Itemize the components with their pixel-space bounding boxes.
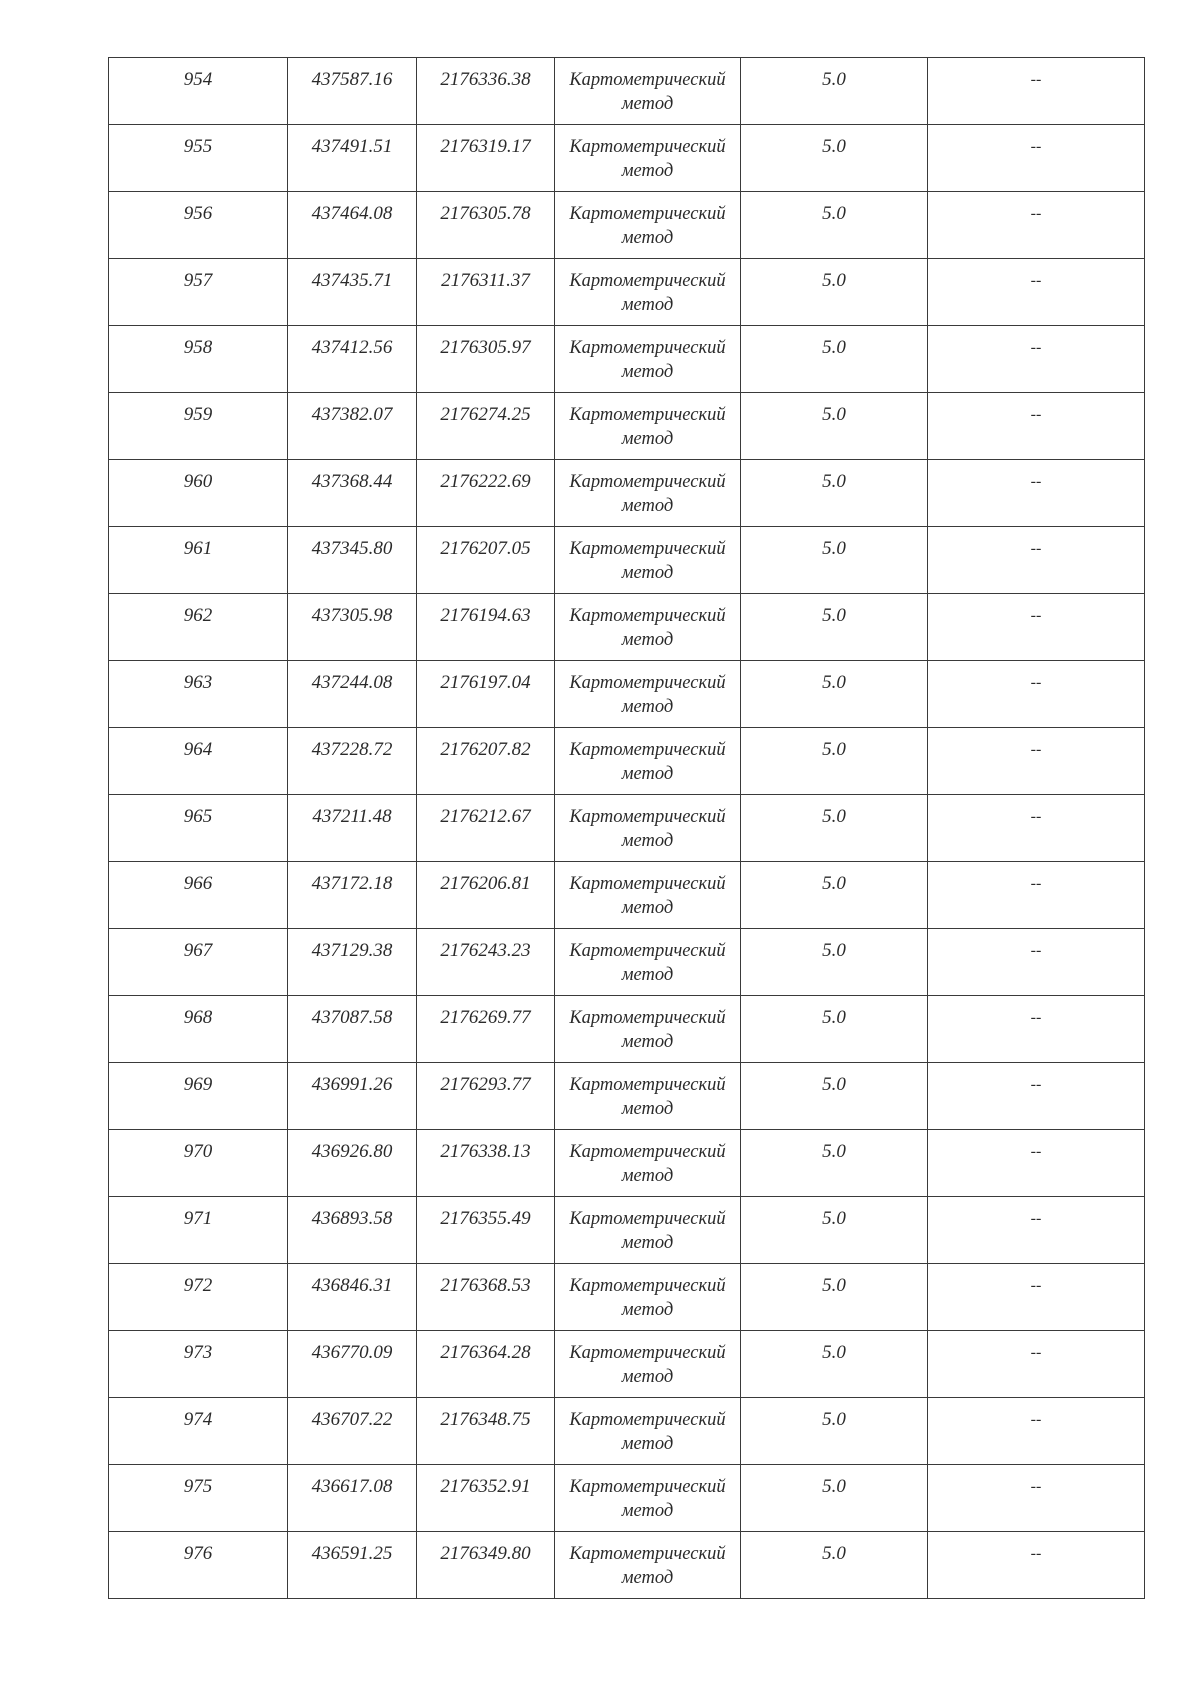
table-row bbox=[109, 594, 1145, 661]
accuracy: 5.0 bbox=[741, 1331, 928, 1398]
coord-y: 2176243.23 bbox=[417, 929, 555, 996]
method-cell bbox=[555, 1398, 741, 1465]
method-line-1: Картометрический bbox=[569, 941, 726, 961]
method-line-2: метод bbox=[621, 362, 674, 382]
method-line-2: метод bbox=[621, 697, 674, 717]
method-line-1: Картометрический bbox=[569, 673, 726, 693]
method-line-1: Картометрический bbox=[569, 338, 726, 358]
table-row bbox=[109, 393, 1145, 460]
point-number: 955 bbox=[109, 125, 288, 192]
coord-x: 436893.58 bbox=[288, 1197, 417, 1264]
point-number: 968 bbox=[109, 996, 288, 1063]
point-number: 971 bbox=[109, 1197, 288, 1264]
method-line-2: метод bbox=[621, 228, 674, 248]
method-cell bbox=[555, 929, 741, 996]
coord-y: 2176305.78 bbox=[417, 192, 555, 259]
accuracy: 5.0 bbox=[741, 259, 928, 326]
method-cell bbox=[555, 1130, 741, 1197]
table-row bbox=[109, 929, 1145, 996]
method-line-1: Картометрический bbox=[569, 1276, 726, 1296]
note: -- bbox=[928, 125, 1145, 192]
method-line-1: Картометрический bbox=[569, 1544, 726, 1564]
coord-x: 436991.26 bbox=[288, 1063, 417, 1130]
method-cell bbox=[555, 527, 741, 594]
table-row bbox=[109, 862, 1145, 929]
method-line-2: метод bbox=[621, 630, 674, 650]
coord-y: 2176338.13 bbox=[417, 1130, 555, 1197]
coord-x: 437228.72 bbox=[288, 728, 417, 795]
table-row bbox=[109, 192, 1145, 259]
coord-x: 437382.07 bbox=[288, 393, 417, 460]
method-line-2: метод bbox=[621, 295, 674, 315]
note: -- bbox=[928, 1063, 1145, 1130]
note: -- bbox=[928, 862, 1145, 929]
accuracy: 5.0 bbox=[741, 326, 928, 393]
coord-y: 2176207.05 bbox=[417, 527, 555, 594]
method-line-2: метод bbox=[621, 965, 674, 985]
coord-y: 2176222.69 bbox=[417, 460, 555, 527]
note: -- bbox=[928, 527, 1145, 594]
method-line-1: Картометрический bbox=[569, 472, 726, 492]
table-row bbox=[109, 1063, 1145, 1130]
note: -- bbox=[928, 929, 1145, 996]
accuracy: 5.0 bbox=[741, 1063, 928, 1130]
method-line-2: метод bbox=[621, 1032, 674, 1052]
coord-y: 2176197.04 bbox=[417, 661, 555, 728]
accuracy: 5.0 bbox=[741, 58, 928, 125]
method-line-2: метод bbox=[621, 1367, 674, 1387]
point-number: 964 bbox=[109, 728, 288, 795]
point-number: 962 bbox=[109, 594, 288, 661]
method-cell bbox=[555, 1465, 741, 1532]
note: -- bbox=[928, 1465, 1145, 1532]
coord-x: 437305.98 bbox=[288, 594, 417, 661]
accuracy: 5.0 bbox=[741, 1398, 928, 1465]
method-line-2: метод bbox=[621, 1300, 674, 1320]
accuracy: 5.0 bbox=[741, 929, 928, 996]
accuracy: 5.0 bbox=[741, 1130, 928, 1197]
table-row bbox=[109, 795, 1145, 862]
method-line-1: Картометрический bbox=[569, 807, 726, 827]
table-row bbox=[109, 996, 1145, 1063]
note: -- bbox=[928, 393, 1145, 460]
method-cell bbox=[555, 594, 741, 661]
point-number: 957 bbox=[109, 259, 288, 326]
point-number: 975 bbox=[109, 1465, 288, 1532]
method-line-2: метод bbox=[621, 1568, 674, 1588]
accuracy: 5.0 bbox=[741, 393, 928, 460]
table-row bbox=[109, 326, 1145, 393]
coord-y: 2176305.97 bbox=[417, 326, 555, 393]
accuracy: 5.0 bbox=[741, 460, 928, 527]
method-line-2: метод bbox=[621, 161, 674, 181]
table-row bbox=[109, 1398, 1145, 1465]
method-cell bbox=[555, 1532, 741, 1599]
table-row bbox=[109, 259, 1145, 326]
coord-x: 437435.71 bbox=[288, 259, 417, 326]
point-number: 963 bbox=[109, 661, 288, 728]
note: -- bbox=[928, 996, 1145, 1063]
point-number: 958 bbox=[109, 326, 288, 393]
point-number: 966 bbox=[109, 862, 288, 929]
accuracy: 5.0 bbox=[741, 594, 928, 661]
accuracy: 5.0 bbox=[741, 728, 928, 795]
coord-y: 2176348.75 bbox=[417, 1398, 555, 1465]
coord-y: 2176336.38 bbox=[417, 58, 555, 125]
note: -- bbox=[928, 58, 1145, 125]
method-line-1: Картометрический bbox=[569, 204, 726, 224]
method-line-1: Картометрический bbox=[569, 1477, 726, 1497]
coord-x: 437345.80 bbox=[288, 527, 417, 594]
coord-x: 437412.56 bbox=[288, 326, 417, 393]
coord-x: 437172.18 bbox=[288, 862, 417, 929]
coord-x: 436770.09 bbox=[288, 1331, 417, 1398]
coord-y: 2176364.28 bbox=[417, 1331, 555, 1398]
method-line-2: метод bbox=[621, 94, 674, 114]
coord-y: 2176206.81 bbox=[417, 862, 555, 929]
method-line-1: Картометрический bbox=[569, 606, 726, 626]
accuracy: 5.0 bbox=[741, 795, 928, 862]
coord-y: 2176349.80 bbox=[417, 1532, 555, 1599]
coord-x: 437087.58 bbox=[288, 996, 417, 1063]
note: -- bbox=[928, 326, 1145, 393]
coord-x: 437491.51 bbox=[288, 125, 417, 192]
method-cell bbox=[555, 1063, 741, 1130]
method-line-1: Картометрический bbox=[569, 1343, 726, 1363]
coord-x: 436591.25 bbox=[288, 1532, 417, 1599]
method-line-2: метод bbox=[621, 1166, 674, 1186]
note: -- bbox=[928, 1264, 1145, 1331]
method-line-2: метод bbox=[621, 1099, 674, 1119]
table-row bbox=[109, 1465, 1145, 1532]
table-row bbox=[109, 125, 1145, 192]
method-cell bbox=[555, 326, 741, 393]
method-line-2: метод bbox=[621, 1233, 674, 1253]
table-row bbox=[109, 1331, 1145, 1398]
table-row bbox=[109, 728, 1145, 795]
point-number: 967 bbox=[109, 929, 288, 996]
table-body bbox=[109, 58, 1145, 1599]
method-line-2: метод bbox=[621, 563, 674, 583]
point-number: 976 bbox=[109, 1532, 288, 1599]
note: -- bbox=[928, 460, 1145, 527]
point-number: 965 bbox=[109, 795, 288, 862]
note: -- bbox=[928, 1197, 1145, 1264]
method-cell bbox=[555, 728, 741, 795]
coord-y: 2176368.53 bbox=[417, 1264, 555, 1331]
coord-y: 2176293.77 bbox=[417, 1063, 555, 1130]
method-cell bbox=[555, 1264, 741, 1331]
accuracy: 5.0 bbox=[741, 192, 928, 259]
coord-y: 2176355.49 bbox=[417, 1197, 555, 1264]
method-cell bbox=[555, 862, 741, 929]
method-cell bbox=[555, 192, 741, 259]
table-row bbox=[109, 58, 1145, 125]
coord-x: 437211.48 bbox=[288, 795, 417, 862]
method-line-1: Картометрический bbox=[569, 874, 726, 894]
coord-y: 2176319.17 bbox=[417, 125, 555, 192]
point-number: 959 bbox=[109, 393, 288, 460]
method-cell bbox=[555, 661, 741, 728]
coord-x: 437129.38 bbox=[288, 929, 417, 996]
point-number: 974 bbox=[109, 1398, 288, 1465]
method-cell bbox=[555, 1331, 741, 1398]
method-line-1: Картометрический bbox=[569, 539, 726, 559]
coord-y: 2176311.37 bbox=[417, 259, 555, 326]
point-number: 960 bbox=[109, 460, 288, 527]
method-line-1: Картометрический bbox=[569, 405, 726, 425]
coord-x: 437587.16 bbox=[288, 58, 417, 125]
method-line-1: Картометрический bbox=[569, 1209, 726, 1229]
table-row bbox=[109, 460, 1145, 527]
method-cell bbox=[555, 460, 741, 527]
table-row bbox=[109, 1264, 1145, 1331]
method-line-1: Картометрический bbox=[569, 1075, 726, 1095]
accuracy: 5.0 bbox=[741, 1264, 928, 1331]
method-cell bbox=[555, 259, 741, 326]
accuracy: 5.0 bbox=[741, 1532, 928, 1599]
table-row bbox=[109, 1130, 1145, 1197]
coord-y: 2176269.77 bbox=[417, 996, 555, 1063]
method-line-2: метод bbox=[621, 1434, 674, 1454]
note: -- bbox=[928, 728, 1145, 795]
note: -- bbox=[928, 1331, 1145, 1398]
note: -- bbox=[928, 594, 1145, 661]
table-row bbox=[109, 661, 1145, 728]
method-line-2: метод bbox=[621, 496, 674, 516]
note: -- bbox=[928, 1532, 1145, 1599]
note: -- bbox=[928, 192, 1145, 259]
coordinates-table bbox=[108, 57, 1145, 1599]
coord-y: 2176274.25 bbox=[417, 393, 555, 460]
method-line-2: метод bbox=[621, 1501, 674, 1521]
coord-y: 2176207.82 bbox=[417, 728, 555, 795]
note: -- bbox=[928, 259, 1145, 326]
method-line-1: Картометрический bbox=[569, 1142, 726, 1162]
point-number: 973 bbox=[109, 1331, 288, 1398]
method-line-1: Картометрический bbox=[569, 740, 726, 760]
accuracy: 5.0 bbox=[741, 527, 928, 594]
method-cell bbox=[555, 996, 741, 1063]
coord-x: 437464.08 bbox=[288, 192, 417, 259]
method-line-2: метод bbox=[621, 429, 674, 449]
accuracy: 5.0 bbox=[741, 1197, 928, 1264]
coord-y: 2176194.63 bbox=[417, 594, 555, 661]
coord-x: 436707.22 bbox=[288, 1398, 417, 1465]
method-line-2: метод bbox=[621, 764, 674, 784]
method-line-1: Картометрический bbox=[569, 1410, 726, 1430]
method-line-2: метод bbox=[621, 898, 674, 918]
method-line-1: Картометрический bbox=[569, 271, 726, 291]
method-line-2: метод bbox=[621, 831, 674, 851]
coord-y: 2176212.67 bbox=[417, 795, 555, 862]
accuracy: 5.0 bbox=[741, 996, 928, 1063]
table-row bbox=[109, 1197, 1145, 1264]
point-number: 970 bbox=[109, 1130, 288, 1197]
point-number: 956 bbox=[109, 192, 288, 259]
coord-x: 436617.08 bbox=[288, 1465, 417, 1532]
method-cell bbox=[555, 1197, 741, 1264]
accuracy: 5.0 bbox=[741, 862, 928, 929]
coord-x: 436846.31 bbox=[288, 1264, 417, 1331]
note: -- bbox=[928, 1130, 1145, 1197]
coord-x: 437368.44 bbox=[288, 460, 417, 527]
coord-x: 436926.80 bbox=[288, 1130, 417, 1197]
method-cell bbox=[555, 125, 741, 192]
point-number: 954 bbox=[109, 58, 288, 125]
method-cell bbox=[555, 58, 741, 125]
point-number: 961 bbox=[109, 527, 288, 594]
method-cell bbox=[555, 393, 741, 460]
accuracy: 5.0 bbox=[741, 125, 928, 192]
coord-y: 2176352.91 bbox=[417, 1465, 555, 1532]
method-line-1: Картометрический bbox=[569, 1008, 726, 1028]
point-number: 972 bbox=[109, 1264, 288, 1331]
note: -- bbox=[928, 1398, 1145, 1465]
method-line-1: Картометрический bbox=[569, 70, 726, 90]
method-line-1: Картометрический bbox=[569, 137, 726, 157]
point-number: 969 bbox=[109, 1063, 288, 1130]
accuracy: 5.0 bbox=[741, 1465, 928, 1532]
table-row bbox=[109, 527, 1145, 594]
accuracy: 5.0 bbox=[741, 661, 928, 728]
note: -- bbox=[928, 795, 1145, 862]
table-row bbox=[109, 1532, 1145, 1599]
method-cell bbox=[555, 795, 741, 862]
coord-x: 437244.08 bbox=[288, 661, 417, 728]
note: -- bbox=[928, 661, 1145, 728]
